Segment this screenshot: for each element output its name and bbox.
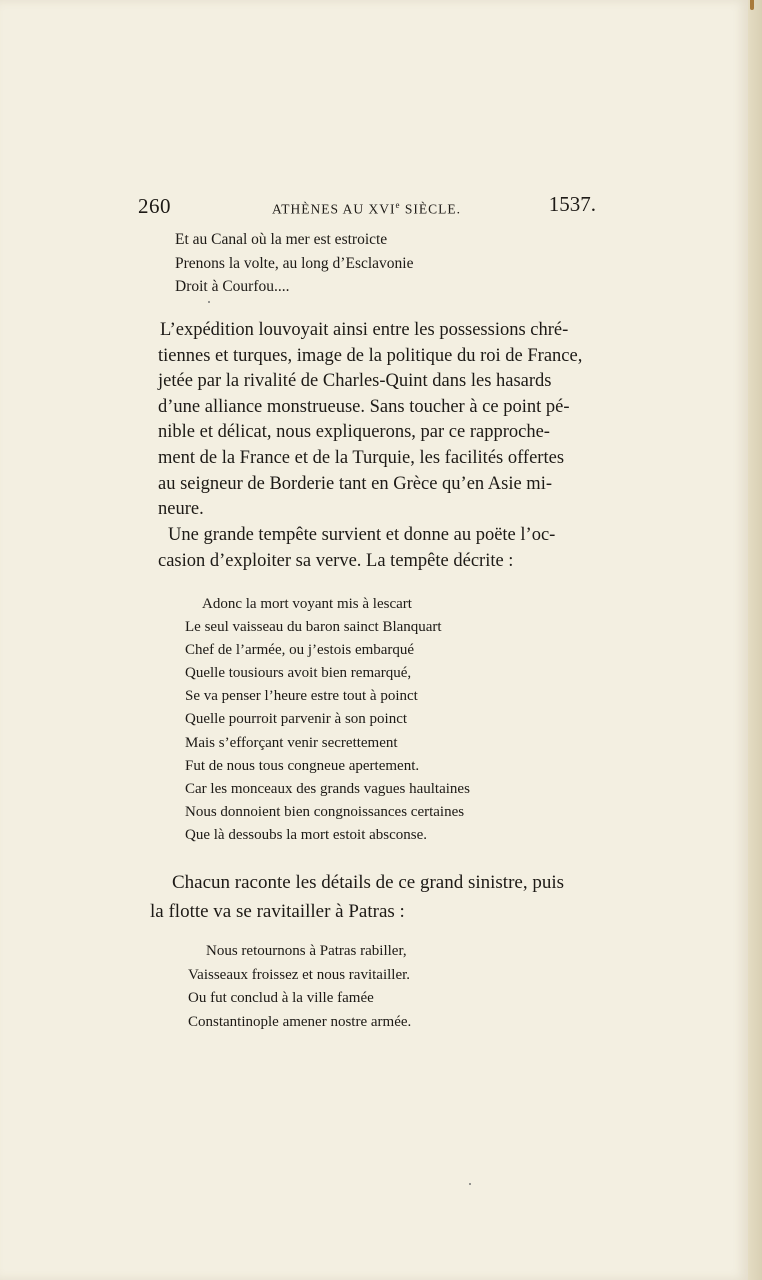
running-title-main: ATHÈNES AU XVI	[272, 201, 396, 217]
verse-line: Quelle pourroit parvenir à son poinct	[185, 711, 408, 728]
verse-line: Le seul vaisseau du baron sainct Blanquart	[185, 619, 442, 636]
page-edge	[748, 0, 762, 1280]
running-title	[272, 200, 461, 218]
verse-line: Prenons la volte, au long d’Esclavonie	[175, 254, 414, 272]
page-number: 260	[138, 194, 171, 218]
verse-line: Chef de l’armée, ou j’estois embarqué	[185, 642, 415, 659]
text-line: jetée par la rivalité de Charles-Quint dans les hasards	[158, 371, 552, 392]
year-marker: 1537.	[548, 192, 596, 216]
verse-line: Fut de nous tous congneue apertement.	[185, 757, 420, 774]
verse-quote-2	[185, 593, 470, 847]
paragraph-expedition	[158, 318, 598, 523]
running-title-end: SIÈCLE.	[400, 201, 461, 217]
verse-line: Et au Canal où la mer est estroicte	[175, 231, 388, 248]
text-line: L’expédition louvoyait ainsi entre les possessions chré-	[160, 320, 569, 340]
verse-line: Que là dessoubs la mort estoit absconse.	[185, 826, 428, 843]
verse-line: Adonc la mort voyant mis à lescart	[202, 596, 412, 612]
verse-line: Nous donnoient bien congnoissances certaines	[185, 803, 465, 820]
verse-line: Droit à Courfou....	[175, 278, 290, 295]
running-header	[138, 194, 598, 220]
running-title-superscript: e	[395, 200, 401, 210]
ink-speck	[469, 1183, 471, 1185]
verse-line: Mais s’efforçant venir secrettement	[185, 734, 398, 751]
text-line: d’une alliance monstrueuse. Sans toucher à ce point pé-	[158, 396, 570, 417]
verse-line: Nous retournons à Patras rabiller,	[206, 943, 407, 959]
verse-line: Ou fut conclud à la ville famée	[188, 990, 374, 1006]
text-line: casion d’exploiter sa verve. La tempête décrite :	[158, 550, 514, 571]
text-line: Chacun raconte les détails de ce grand sinistre, puis	[172, 872, 565, 893]
verse-quote-3	[188, 940, 411, 1034]
bookmark-ribbon	[750, 0, 754, 10]
text-line: ment de la France et de la Turquie, les facilités offertes	[158, 447, 565, 468]
verse-line: Car les monceaux des grands vagues haultaines	[185, 780, 470, 797]
text-line: au seigneur de Borderie tant en Grèce qu’en Asie mi-	[158, 473, 553, 494]
verse-line: Vaisseaux froissez et nous ravitailler.	[188, 966, 411, 983]
text-line: nible et délicat, nous expliquerons, par ce rapproche-	[158, 422, 550, 443]
text-line: tiennes et turques, image de la politique du roi de France,	[158, 345, 583, 366]
text-line: Une grande tempête survient et donne au poëte l’oc-	[168, 525, 556, 545]
verse-line: Quelle tousiours avoit bien remarqué,	[185, 665, 412, 682]
verse-line: Se va penser l’heure estre tout à poinct	[185, 688, 418, 705]
paragraph-tempete	[158, 523, 598, 574]
verse-line: Constantinople amener nostre armée.	[188, 1013, 412, 1030]
text-line: la flotte va se ravitailler à Patras :	[150, 901, 405, 922]
paragraph-patras	[150, 868, 606, 926]
text-line: neure.	[158, 499, 204, 520]
ink-speck	[208, 301, 210, 303]
verse-quote-1	[175, 228, 413, 299]
